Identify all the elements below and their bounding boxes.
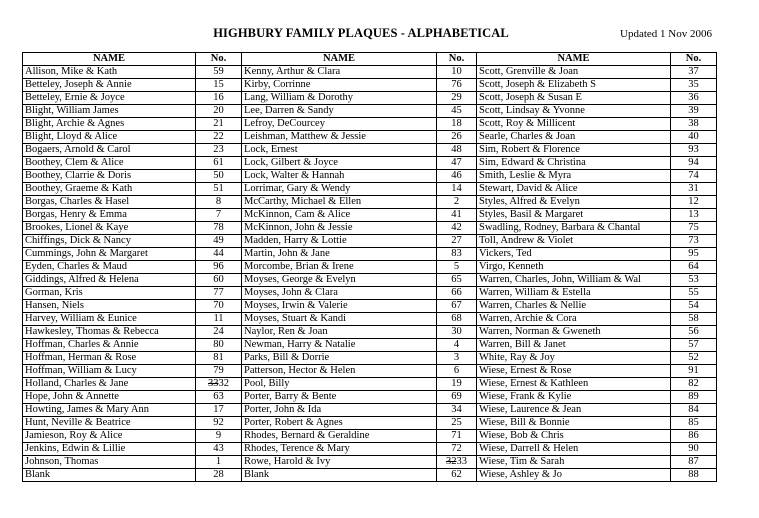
plaque-name: Blank	[23, 469, 196, 482]
plaque-name: Wiese, Darrell & Helen	[477, 443, 671, 456]
plaque-name: Wiese, Ernest & Rose	[477, 365, 671, 378]
plaque-name: Kirby, Corrinne	[242, 79, 437, 92]
plaque-number: 52	[671, 352, 717, 365]
updated-date: Updated 1 Nov 2006	[620, 28, 712, 40]
plaque-name: Wiese, Ashley & Jo	[477, 469, 671, 482]
plaque-number: 11	[196, 313, 242, 326]
plaque-name: Wiese, Laurence & Jean	[477, 404, 671, 417]
plaque-name: Morcombe, Brian & Irene	[242, 261, 437, 274]
plaque-name: Scott, Joseph & Susan E	[477, 92, 671, 105]
table-row	[23, 313, 717, 326]
plaque-number: 15	[196, 79, 242, 92]
plaque-number: 45	[437, 105, 477, 118]
no-column-header: No.	[671, 53, 717, 66]
plaque-number: 21	[196, 118, 242, 131]
plaque-name: Hope, John & Annette	[23, 391, 196, 404]
plaque-number: 1	[196, 456, 242, 469]
table-row	[23, 365, 717, 378]
table-row	[23, 131, 717, 144]
plaque-number: 66	[437, 287, 477, 300]
plaque-number: 3	[437, 352, 477, 365]
page-title: HIGHBURY FAMILY PLAQUES - ALPHABETICAL	[213, 26, 509, 40]
plaque-number: 63	[196, 391, 242, 404]
plaques-table	[22, 52, 717, 482]
plaque-name: Moyses, Irwin & Valerie	[242, 300, 437, 313]
plaque-number: 77	[196, 287, 242, 300]
plaque-number: 76	[437, 79, 477, 92]
table-row	[23, 443, 717, 456]
plaque-number: 62	[437, 469, 477, 482]
plaque-name: Wiese, Ernest & Kathleen	[477, 378, 671, 391]
table-row	[23, 404, 717, 417]
plaque-name: Hunt, Neville & Beatrice	[23, 417, 196, 430]
plaque-name: Warren, Norman & Gweneth	[477, 326, 671, 339]
plaque-name: McKinnon, John & Jessie	[242, 222, 437, 235]
plaque-name: Swadling, Rodney, Barbara & Chantal	[477, 222, 671, 235]
plaque-number: 79	[196, 365, 242, 378]
plaque-number: 41	[437, 209, 477, 222]
plaque-number: 49	[196, 235, 242, 248]
plaque-name: Smith, Leslie & Myra	[477, 170, 671, 183]
table-row	[23, 235, 717, 248]
struck-plaque-number: 33	[208, 378, 219, 389]
current-plaque-number: 32	[218, 378, 229, 389]
plaque-number: 13	[671, 209, 717, 222]
plaque-name: Wiese, Bill & Bonnie	[477, 417, 671, 430]
plaque-name: Scott, Joseph & Elizabeth S	[477, 79, 671, 92]
plaque-name: Hoffman, Charles & Annie	[23, 339, 196, 352]
plaque-number: 39	[671, 105, 717, 118]
plaque-name: Cummings, John & Margaret	[23, 248, 196, 261]
plaque-name: Scott, Grenville & Joan	[477, 66, 671, 79]
plaque-name: Moyses, John & Clara	[242, 287, 437, 300]
table-row	[23, 183, 717, 196]
plaque-number: 58	[671, 313, 717, 326]
plaque-name: Harvey, William & Eunice	[23, 313, 196, 326]
plaque-name: Jenkins, Edwin & Lillie	[23, 443, 196, 456]
plaque-name: Searle, Charles & Joan	[477, 131, 671, 144]
plaque-number: 81	[196, 352, 242, 365]
plaque-name: Scott, Roy & Millicent	[477, 118, 671, 131]
table-row	[23, 417, 717, 430]
plaque-number: 38	[671, 118, 717, 131]
table-row	[23, 339, 717, 352]
plaque-name: Wiese, Frank & Kylie	[477, 391, 671, 404]
plaque-number: 23	[196, 144, 242, 157]
plaque-name: Wiese, Bob & Chris	[477, 430, 671, 443]
table-row	[23, 287, 717, 300]
plaque-number: 26	[437, 131, 477, 144]
plaque-number: 29	[437, 92, 477, 105]
plaque-number: 69	[437, 391, 477, 404]
plaque-name: Eyden, Charles & Maud	[23, 261, 196, 274]
plaque-name: Parks, Bill & Dorrie	[242, 352, 437, 365]
plaque-number: 48	[437, 144, 477, 157]
plaque-name: Scott, Lindsay & Yvonne	[477, 105, 671, 118]
plaque-name: Sim, Robert & Florence	[477, 144, 671, 157]
plaque-number	[437, 456, 477, 469]
plaque-name: Gorman, Kris	[23, 287, 196, 300]
plaque-name: Brookes, Lionel & Kaye	[23, 222, 196, 235]
table-row	[23, 261, 717, 274]
table-row	[23, 274, 717, 287]
plaque-name: Betteley, Joseph & Annie	[23, 79, 196, 92]
table-row	[23, 105, 717, 118]
plaque-number	[196, 378, 242, 391]
plaque-number: 78	[196, 222, 242, 235]
plaque-name: Rhodes, Terence & Mary	[242, 443, 437, 456]
plaque-number: 42	[437, 222, 477, 235]
plaque-number: 16	[196, 92, 242, 105]
plaque-name: Stewart, David & Alice	[477, 183, 671, 196]
plaque-number: 4	[437, 339, 477, 352]
plaque-number: 82	[671, 378, 717, 391]
plaque-number: 43	[196, 443, 242, 456]
plaque-name: Johnson, Thomas	[23, 456, 196, 469]
table-row	[23, 391, 717, 404]
plaque-number: 89	[671, 391, 717, 404]
plaque-number: 8	[196, 196, 242, 209]
plaque-name: Hawkesley, Thomas & Rebecca	[23, 326, 196, 339]
plaque-number: 67	[437, 300, 477, 313]
table-row	[23, 144, 717, 157]
table-row	[23, 326, 717, 339]
plaque-name: Wiese, Tim & Sarah	[477, 456, 671, 469]
plaque-name: Toll, Andrew & Violet	[477, 235, 671, 248]
plaque-number: 61	[196, 157, 242, 170]
table-row	[23, 430, 717, 443]
plaque-name: Holland, Charles & Jane	[23, 378, 196, 391]
plaque-name: Lock, Walter & Hannah	[242, 170, 437, 183]
plaque-number: 72	[437, 443, 477, 456]
plaque-name: Sim, Edward & Christina	[477, 157, 671, 170]
plaque-name: Leishman, Matthew & Jessie	[242, 131, 437, 144]
table-row	[23, 79, 717, 92]
plaque-number: 68	[437, 313, 477, 326]
plaque-name: Betteley, Ernie & Joyce	[23, 92, 196, 105]
plaque-name: Martin, John & Jane	[242, 248, 437, 261]
plaque-name: Patterson, Hector & Helen	[242, 365, 437, 378]
plaque-number: 22	[196, 131, 242, 144]
plaque-name: Newman, Harry & Natalie	[242, 339, 437, 352]
plaque-number: 85	[671, 417, 717, 430]
plaque-name: Porter, John & Ida	[242, 404, 437, 417]
plaque-name: Blight, Lloyd & Alice	[23, 131, 196, 144]
plaque-name: Kenny, Arthur & Clara	[242, 66, 437, 79]
plaque-name: Moyses, George & Evelyn	[242, 274, 437, 287]
plaque-number: 6	[437, 365, 477, 378]
plaque-number: 18	[437, 118, 477, 131]
plaque-name: Lock, Gilbert & Joyce	[242, 157, 437, 170]
header-row	[23, 53, 717, 66]
plaque-name: Warren, Archie & Cora	[477, 313, 671, 326]
plaque-number: 91	[671, 365, 717, 378]
plaque-name: Styles, Alfred & Evelyn	[477, 196, 671, 209]
plaque-name: Styles, Basil & Margaret	[477, 209, 671, 222]
plaque-number: 71	[437, 430, 477, 443]
plaque-number: 54	[671, 300, 717, 313]
plaque-number: 84	[671, 404, 717, 417]
struck-plaque-number: 32	[446, 456, 457, 467]
plaque-number: 34	[437, 404, 477, 417]
plaque-name: Bogaers, Arnold & Carol	[23, 144, 196, 157]
plaque-name: Porter, Robert & Agnes	[242, 417, 437, 430]
plaque-number: 93	[671, 144, 717, 157]
plaque-number: 94	[671, 157, 717, 170]
plaque-number: 83	[437, 248, 477, 261]
table-row	[23, 469, 717, 482]
plaque-number: 60	[196, 274, 242, 287]
plaque-number: 55	[671, 287, 717, 300]
plaque-name: Jamieson, Roy & Alice	[23, 430, 196, 443]
plaque-number: 37	[671, 66, 717, 79]
plaque-name: Lang, William & Dorothy	[242, 92, 437, 105]
plaque-name: Pool, Billy	[242, 378, 437, 391]
plaque-number: 40	[671, 131, 717, 144]
plaque-name: Hansen, Niels	[23, 300, 196, 313]
plaque-name: Blank	[242, 469, 437, 482]
plaque-name: Lefroy, DeCourcey	[242, 118, 437, 131]
plaque-name: Blight, William James	[23, 105, 196, 118]
table-row	[23, 456, 717, 469]
plaque-number: 46	[437, 170, 477, 183]
plaque-name: Boothey, Graeme & Kath	[23, 183, 196, 196]
table-row	[23, 378, 717, 391]
plaque-name: Porter, Barry & Bente	[242, 391, 437, 404]
plaque-name: Boothey, Clem & Alice	[23, 157, 196, 170]
table-row	[23, 157, 717, 170]
plaque-number: 44	[196, 248, 242, 261]
plaque-name: Warren, Charles, John, William & Wal	[477, 274, 671, 287]
table-row	[23, 222, 717, 235]
plaque-name: Warren, Charles & Nellie	[477, 300, 671, 313]
plaque-name: Virgo, Kenneth	[477, 261, 671, 274]
plaque-number: 51	[196, 183, 242, 196]
table-row	[23, 248, 717, 261]
plaque-number: 19	[437, 378, 477, 391]
plaque-name: Madden, Harry & Lottie	[242, 235, 437, 248]
plaque-name: Borgas, Charles & Hasel	[23, 196, 196, 209]
plaque-number: 28	[196, 469, 242, 482]
plaque-number: 24	[196, 326, 242, 339]
plaque-number: 30	[437, 326, 477, 339]
plaque-number: 7	[196, 209, 242, 222]
no-column-header: No.	[196, 53, 242, 66]
name-column-header: NAME	[242, 53, 437, 66]
plaque-number: 2	[437, 196, 477, 209]
plaque-number: 10	[437, 66, 477, 79]
plaque-name: Blight, Archie & Agnes	[23, 118, 196, 131]
table-row	[23, 352, 717, 365]
plaque-number: 35	[671, 79, 717, 92]
table-row	[23, 196, 717, 209]
table-row	[23, 66, 717, 79]
plaque-number: 53	[671, 274, 717, 287]
plaque-number: 56	[671, 326, 717, 339]
plaque-name: McCarthy, Michael & Ellen	[242, 196, 437, 209]
plaque-number: 87	[671, 456, 717, 469]
name-column-header: NAME	[23, 53, 196, 66]
plaque-name: Rowe, Harold & Ivy	[242, 456, 437, 469]
table-row	[23, 209, 717, 222]
plaque-name: Hoffman, Herman & Rose	[23, 352, 196, 365]
plaque-name: Rhodes, Bernard & Geraldine	[242, 430, 437, 443]
plaque-number: 95	[671, 248, 717, 261]
plaque-number: 31	[671, 183, 717, 196]
plaque-number: 59	[196, 66, 242, 79]
plaque-number: 73	[671, 235, 717, 248]
name-column-header: NAME	[477, 53, 671, 66]
current-plaque-number: 33	[456, 456, 467, 467]
plaque-number: 14	[437, 183, 477, 196]
plaque-number: 75	[671, 222, 717, 235]
plaque-number: 47	[437, 157, 477, 170]
no-column-header: No.	[437, 53, 477, 66]
plaque-name: White, Ray & Joy	[477, 352, 671, 365]
plaque-number: 74	[671, 170, 717, 183]
plaque-number: 50	[196, 170, 242, 183]
table-row	[23, 118, 717, 131]
plaque-name: Warren, William & Estella	[477, 287, 671, 300]
plaque-number: 86	[671, 430, 717, 443]
plaque-name: Lock, Ernest	[242, 144, 437, 157]
plaque-name: Chiffings, Dick & Nancy	[23, 235, 196, 248]
plaque-name: Naylor, Ren & Joan	[242, 326, 437, 339]
plaque-name: Giddings, Alfred & Helena	[23, 274, 196, 287]
plaque-name: Allison, Mike & Kath	[23, 66, 196, 79]
table-row	[23, 170, 717, 183]
plaque-name: Hoffman, William & Lucy	[23, 365, 196, 378]
plaque-number: 12	[671, 196, 717, 209]
plaque-number: 20	[196, 105, 242, 118]
plaque-name: Warren, Bill & Janet	[477, 339, 671, 352]
plaque-number: 88	[671, 469, 717, 482]
table-row	[23, 92, 717, 105]
plaque-name: Howting, James & Mary Ann	[23, 404, 196, 417]
plaques-table-body	[23, 66, 717, 482]
plaque-name: Moyses, Stuart & Kandi	[242, 313, 437, 326]
plaque-number: 64	[671, 261, 717, 274]
plaque-name: Lorrimar, Gary & Wendy	[242, 183, 437, 196]
plaque-name: Borgas, Henry & Emma	[23, 209, 196, 222]
plaque-name: Lee, Darren & Sandy	[242, 105, 437, 118]
plaque-number: 25	[437, 417, 477, 430]
plaque-number: 5	[437, 261, 477, 274]
plaque-number: 70	[196, 300, 242, 313]
plaque-name: Boothey, Clarrie & Doris	[23, 170, 196, 183]
plaque-number: 65	[437, 274, 477, 287]
plaque-number: 92	[196, 417, 242, 430]
plaque-name: Vickers, Ted	[477, 248, 671, 261]
plaque-number: 96	[196, 261, 242, 274]
plaque-number: 27	[437, 235, 477, 248]
plaque-name: McKinnon, Cam & Alice	[242, 209, 437, 222]
table-row	[23, 300, 717, 313]
plaque-number: 90	[671, 443, 717, 456]
plaque-number: 9	[196, 430, 242, 443]
plaque-number: 17	[196, 404, 242, 417]
plaque-number: 80	[196, 339, 242, 352]
plaque-number: 57	[671, 339, 717, 352]
plaque-number: 36	[671, 92, 717, 105]
